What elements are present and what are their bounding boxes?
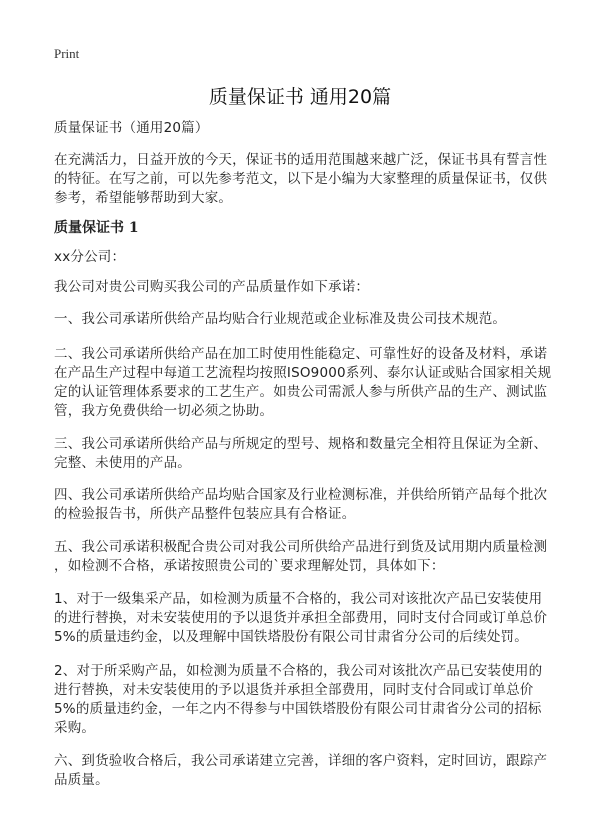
text-line: 五、我公司承诺积极配合贵公司对我公司所供给产品进行到货及试用期内质量检测: [54, 539, 548, 555]
text-line: 的检验报告书，所供产品整件包装应具有合格证。: [54, 506, 356, 522]
text-line: 在充满活力，日益开放的今天，保证书的适用范围越来越广泛，保证书具有誓言性: [54, 152, 548, 168]
text-line: 在产品生产过程中每道工艺流程均按照ISO9000系列、泰尔认证或贴合国家相关规: [54, 365, 552, 381]
text-line: 2、对于所采购产品，如检测为质量不合格的，我公司对该批次产品已安装使用的: [54, 663, 543, 679]
text-line: 的进行替换，对未安装使用的予以退货并承担全部费用，同时支付合同或订单总价: [54, 610, 548, 626]
text-line: 1、对于一级集采产品，如检测为质量不合格的，我公司对该批次产品已安装使用: [54, 591, 543, 607]
commitment-paragraph: [54, 345, 551, 421]
text-line: 采购。: [54, 720, 96, 736]
commitment-paragraph: [54, 752, 547, 790]
commitment-paragraph: [54, 538, 547, 576]
print-label: Print: [54, 46, 80, 61]
text-line: 5%的质量违约金，一年之内不得参与中国铁塔股份有限公司甘肃省分公司的招标: [54, 701, 542, 717]
document-title: 质量保证书 通用20篇: [208, 86, 392, 108]
text-line: 一、我公司承诺所供给产品均贴合行业规范或企业标准及贵公司技术规范。: [54, 311, 507, 327]
text-line: 参考，希望能够帮助到大家。: [54, 190, 233, 206]
intro-paragraph: [54, 151, 547, 208]
commitment-paragraph: [54, 590, 547, 647]
text-line: 六、到货验收合格后，我公司承诺建立完善，详细的客户资料，定时回访，跟踪产: [54, 753, 548, 769]
text-line: 管，我方免费供给一切必须之协助。: [54, 403, 274, 419]
text-line: 品质量。: [54, 772, 109, 788]
commitment-paragraph: [54, 310, 506, 329]
text-line: 进行替换，对未安装使用的予以退货并承担全部费用，同时支付合同或订单总价: [54, 682, 534, 698]
salutation: xx分公司：: [54, 249, 126, 265]
text-line: 二、我公司承诺所供给产品在加工时使用性能稳定、可靠性好的设备及材料，承诺: [54, 346, 548, 362]
text-line: 四、我公司承诺所供给产品均贴合国家及行业检测标准，并供给所销产品每个批次: [54, 487, 548, 503]
commitment-paragraph: [54, 486, 547, 524]
text-line: 定的认证管理体系要求的工艺生产。如贵公司需派人参与所供产品的生产、测试监: [54, 384, 548, 400]
commitment-paragraph: [54, 662, 542, 738]
text-line: 三、我公司承诺所供给产品与所规定的型号、规格和数量完全相符且保证为全新、: [54, 436, 548, 452]
opening-statement: 我公司对贵公司购买我公司的产品质量作如下承诺：: [54, 279, 370, 295]
document-subtitle: 质量保证书（通用20篇）: [54, 120, 209, 136]
commitment-paragraph: [54, 435, 547, 473]
text-line: 完整、未使用的产品。: [54, 455, 191, 471]
text-line: 的特征。在写之前，可以先参考范文，以下是小编为大家整理的质量保证书，仅供: [54, 171, 548, 187]
section-heading: 质量保证书 1: [54, 220, 139, 236]
text-line: ，如检测不合格，承诺按照贵公司的`要求理解处罚，具体如下：: [54, 558, 445, 574]
text-line: 5%的质量违约金，以及理解中国铁塔股份有限公司甘肃省分公司的后续处罚。: [54, 629, 528, 645]
